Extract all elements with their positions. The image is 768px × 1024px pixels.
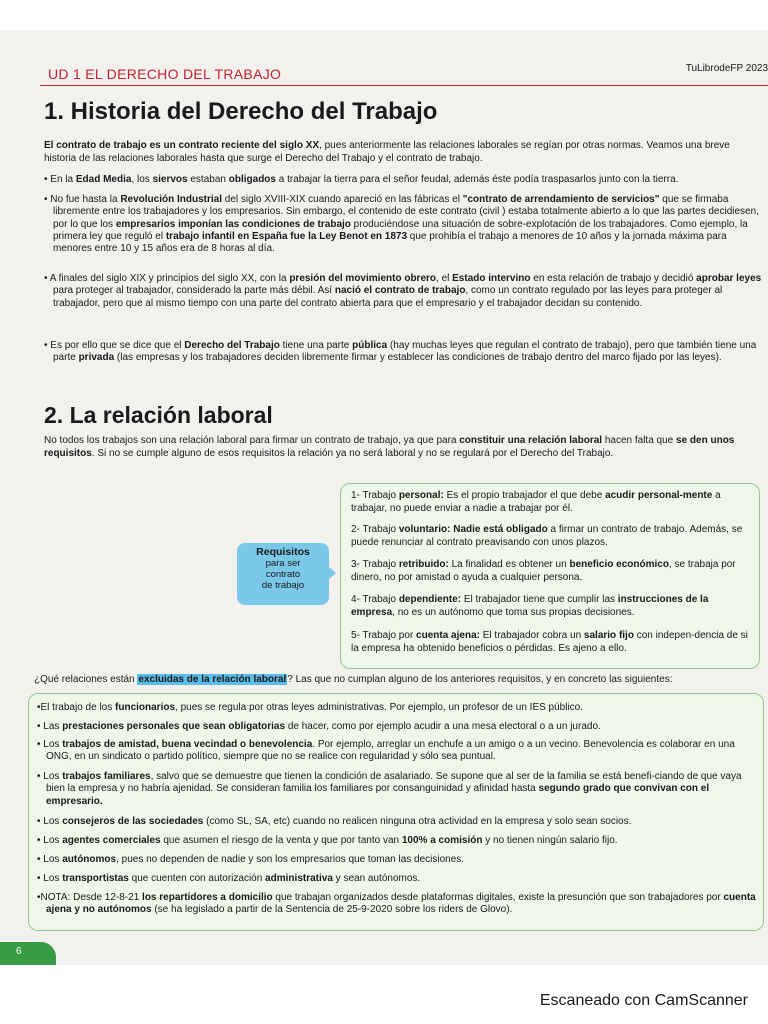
exclusion-4: • Los trabajos familiares, salvo que se demuestre que tienen la condición de asalariado. Se supone que al ser de la familia se está benefi-ciando de que vaya bien la empresa y no habría ajenidad. Se consideran familia los familiares por consanguinidad y afinidad hasta segundo grado que convivan con el empresario. bbox=[37, 771, 742, 807]
requirement-3: 3- Trabajo retribuido: La finalidad es obtener un beneficio económico, se trabaja por dinero, no por amistad o ayuda a cualquier persona. bbox=[351, 559, 736, 583]
bubble-line-3: de trabajo bbox=[261, 580, 305, 591]
scanned-page bbox=[0, 30, 768, 965]
requirements-bubble bbox=[237, 543, 329, 605]
section1-intro: El contrato de trabajo es un contrato reciente del siglo XX, pues anteriormente las relaciones laborales se regían por otras normas. Veamos una breve historia de las relaciones laborales hasta que surge el Derecho del Trabajo y el contrato de trabajo. bbox=[44, 140, 730, 164]
history-bullet-1: • En la Edad Media, los siervos estaban obligados a trabajar la tierra para el señor feudal, además éste podía traspasarlos junto con la tierra. bbox=[44, 174, 762, 186]
section2-intro: No todos los trabajos son una relación laboral para firmar un contrato de trabajo, ya que para constituir una relación laboral hacen falta que se den unos requisitos. Si no se cumple alguno de esos requisitos la relación ya no será laboral y no se regulará por el Derecho del Trabajo. bbox=[44, 435, 735, 459]
exclusion-1: •El trabajo de los funcionarios, pues se regula por otras leyes administrativas. Por ejemplo, un profesor de un IES público. bbox=[37, 702, 584, 713]
section1-title: 1. Historia del Derecho del Trabajo bbox=[44, 98, 438, 125]
requirements-box bbox=[340, 483, 760, 669]
page-number-tab bbox=[0, 942, 56, 965]
exclusion-5: • Los consejeros de las sociedades (como SL, SA, etc) cuando no realicen ninguna otra actividad en la empresa y solo sean socios. bbox=[37, 816, 632, 827]
exclusion-6: • Los agentes comerciales que asumen el riesgo de la venta y que por tanto van 100% a comisión y no tienen ningún salario fijo. bbox=[37, 835, 618, 846]
exclusion-8: • Los transportistas que cuenten con autorización administrativa y sean autónomos. bbox=[37, 873, 421, 884]
requirement-4: 4- Trabajo dependiente: El trabajador tiene que cumplir las instrucciones de la empresa, no es un autónomo que toma sus propias decisiones. bbox=[351, 594, 709, 618]
bubble-line-1: para ser bbox=[265, 558, 301, 569]
header-divider bbox=[40, 85, 768, 86]
requirement-5: 5- Trabajo por cuenta ajena: El trabajador cobra un salario fijo con indepen-dencia de si la empresa ha obtenido beneficios o pérdidas. Es ajeno a ello. bbox=[351, 630, 748, 654]
exclusion-3: • Los trabajos de amistad, buena vecindad o benevolencia. Por ejemplo, arreglar un enchufe a un amigo o a un vecino. Benevolencia es colaborar en una ONG, en un sindicato o partido político, siempre que no se realice con regularidad y sólo sea puntual. bbox=[37, 739, 735, 763]
exclusion-2: • Las prestaciones personales que sean obligatorias de hacer, como por ejemplo acudir a una mesa electoral o a un jurado. bbox=[37, 721, 601, 732]
requirement-2: 2- Trabajo voluntario: Nadie está obligado a firmar un contrato de trabajo. Además, se puede renunciar al contrato preavisando con unos plazos. bbox=[351, 524, 743, 548]
requirement-1: 1- Trabajo personal: Es el propio trabajador el que debe acudir personal-mente a trabajar, no puede enviar a nadie a trabajar por él. bbox=[351, 490, 721, 514]
history-bullet-4: • Es por ello que se dice que el Derecho del Trabajo tiene una parte pública (hay muchas leyes que regulan el contrato de trabajo), pero que también tiene una parte privada (las empresas y los trabajadores deciden libremente firmar y establecer las condiciones de trabajo dentro del marco fijado por las leyes). bbox=[44, 340, 762, 365]
history-bullet-3: • A finales del siglo XIX y principios del siglo XX, con la presión del movimiento obrero, el Estado intervino en esta relación de trabajo y decidió aprobar leyes para proteger al trabajador, considerado la parte más débil. Así nació el contrato de trabajo, como un contrato regulado por las leyes para proteger al trabajador, pero que al mismo tiempo con una parte del contrato abierta para que el empresario y el trabajador decidan su contenido. bbox=[44, 273, 762, 310]
exclusion-note: •NOTA: Desde 12-8-21 los repartidores a domicilio que trabajan organizados desde plataformas digitales, existe la presunción que son trabajadores por cuenta ajena y no autónomos (se ha legislado a partir de la Sentencia de 25-9-2020 sobre los riders de Glovo). bbox=[37, 892, 756, 916]
exclusions-question: ¿Qué relaciones están excluidas de la relación laboral? Las que no cumplan alguno de los anteriores requisitos, y en concreto las siguientes: bbox=[34, 674, 673, 685]
section2-title: 2. La relación laboral bbox=[44, 402, 273, 428]
bubble-line-2: contrato bbox=[265, 569, 301, 580]
history-bullet-2: • No fue hasta la Revolución Industrial del siglo XVIII-XIX cuando apareció en las fábricas el "contrato de arrendamiento de servicios" que se firmaba libremente entre los trabajadores y los empresarios. Sin embargo, el contenido de este contrato (civil ) estaba totalmente abierto a lo que las partes decidiesen, por lo que los empresarios imponían las condiciones de trabajo produciéndose una situación de sobre-explotación de los trabajadores. Como ejemplo, la primera ley que reguló el trabajo infantil en España fue la Ley Benot en 1873 que prohibía el trabajo a menores de 10 años y la jornada máxima para menores entre 10 y 15 años era de 8 horas al día. bbox=[44, 194, 762, 255]
page-number: 6 bbox=[16, 946, 22, 957]
bubble-title: Requisitos bbox=[256, 546, 310, 558]
exclusion-7: • Los autónomos, pues no dependen de nadie y son los empresarios que toman las decisiones. bbox=[37, 854, 465, 865]
brand-label: TuLibrodeFP 2023 bbox=[685, 63, 768, 74]
unit-header: UD 1 EL DERECHO DEL TRABAJO bbox=[48, 66, 282, 82]
exclusions-box bbox=[28, 693, 764, 931]
scanner-watermark: Escaneado con CamScanner bbox=[539, 992, 748, 1009]
